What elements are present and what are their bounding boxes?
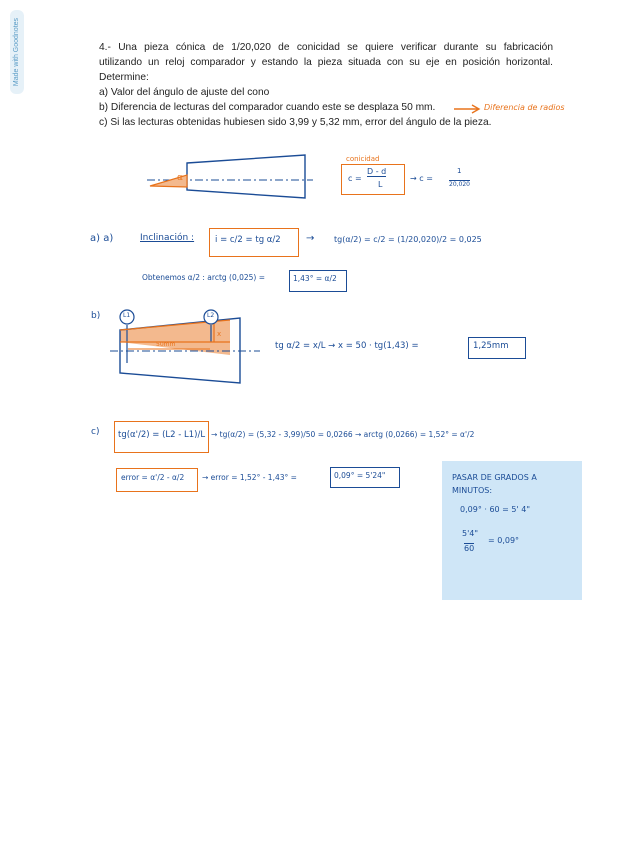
arrow-icon: [452, 103, 482, 115]
conicidad-result-den: 20,020: [449, 181, 470, 188]
problem-line-1: 4.- Una pieza cónica de 1/20,020 de conicidad se quiere verificar durante su fabricación: [99, 42, 553, 53]
conicidad-result-num: 1: [457, 167, 462, 175]
inclinacion-label: Inclinación :: [140, 233, 195, 243]
problem-item-c: c) Si las lecturas obtenidas hubiesen sido 3,99 y 5,32 mm, error del ángulo de la pieza.: [99, 117, 492, 128]
problem-item-b: b) Diferencia de lecturas del comparador cuando este se desplaza 50 mm.: [99, 102, 436, 113]
dim-label: 50mm: [156, 341, 176, 348]
error-formula: error = α'/2 - α/2: [121, 473, 185, 482]
alpha-label: α: [177, 173, 183, 183]
problem-statement: [99, 40, 553, 130]
x-label: x: [217, 330, 222, 338]
badge-text: Made with Goodnotes: [13, 17, 20, 87]
diferencia-radios-note: Diferencia de radios: [484, 103, 565, 112]
conversion-note: [442, 461, 582, 600]
part-b-label: b): [91, 311, 101, 321]
part-a-label: a) a): [90, 233, 114, 244]
note-frac-den: 60: [464, 544, 475, 553]
obtenemos-line: Obtenemos α/2 : arctg (0,025) =: [142, 273, 266, 282]
conicidad-c: c =: [348, 174, 362, 183]
cone-sketch: [145, 150, 315, 205]
error-result: 0,09° = 5'24": [334, 471, 386, 480]
part-b-equation: tg α/2 = x/L → x = 50 · tg(1,43) =: [275, 341, 419, 351]
conicidad-den: L: [378, 180, 383, 189]
inclinacion-formula: i = c/2 = tg α/2: [215, 235, 281, 245]
conicidad-num: D - d: [367, 167, 387, 176]
goodnotes-badge: [10, 10, 24, 94]
part-c-label: c): [91, 427, 100, 437]
problem-item-a: a) Valor del ángulo de ajuste del cono: [99, 87, 270, 98]
part-a-tg-equation: tg(α/2) = c/2 = (1/20,020)/2 = 0,025: [334, 235, 482, 244]
error-calc: → error = 1,52° - 1,43° =: [202, 473, 297, 482]
conicidad-label: conicidad: [346, 155, 380, 163]
part-a-arrow: →: [306, 233, 315, 244]
dial-l1-label: L1: [123, 312, 131, 319]
note-line-1: 0,09° · 60 = 5' 4": [460, 505, 531, 514]
note-title: PASAR DE GRADOS A MINUTOS:: [452, 473, 537, 495]
problem-line-3: Determine:: [99, 72, 149, 83]
part-c-equation: → tg(α/2) = (5,32 - 3,99)/50 = 0,0266 → arctg (0,0266) = 1,52° = α'/2: [211, 430, 475, 439]
problem-line-2: utilizando un reloj comparador y estando la pieza situada con su eje en posición horizontal.: [99, 57, 553, 68]
note-frac-num: 5'4": [462, 529, 479, 538]
dial-l2-label: L2: [207, 312, 215, 319]
part-b-result: 1,25mm: [473, 341, 509, 351]
part-c-formula: tg(α'/2) = (L2 - L1)/L: [118, 430, 206, 440]
conicidad-arrow: → c =: [410, 174, 433, 183]
part-b-cone-sketch: [110, 305, 262, 389]
part-a-result: 1,43° = α/2: [293, 274, 337, 283]
note-line-2: = 0,09°: [488, 536, 520, 545]
